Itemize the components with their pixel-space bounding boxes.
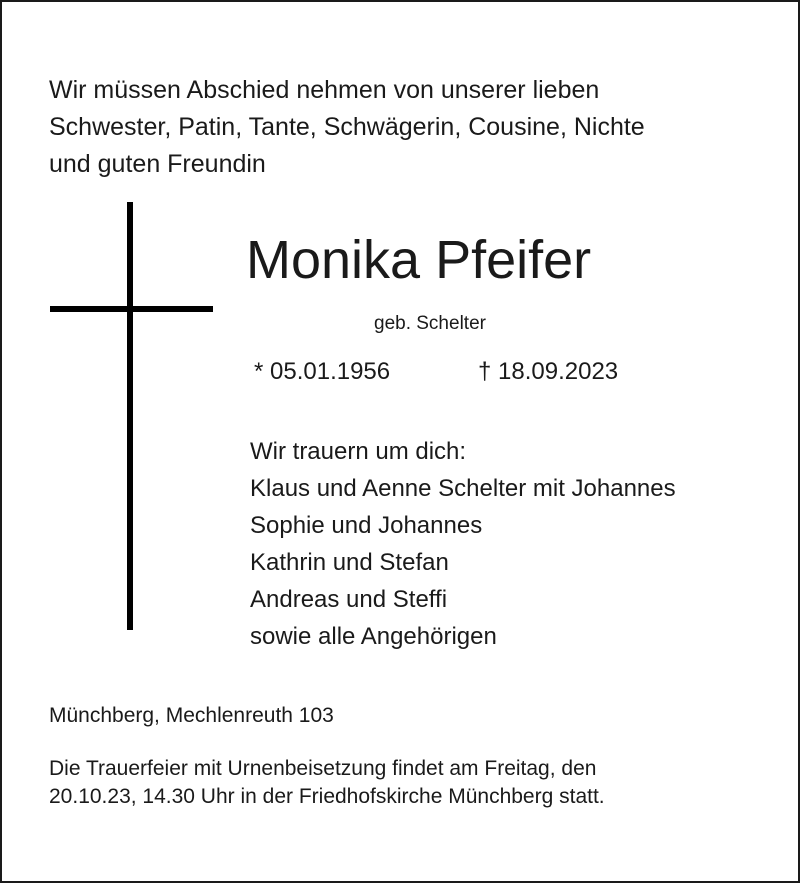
- deceased-name: Monika Pfeifer: [246, 230, 592, 290]
- intro-line: Schwester, Patin, Tante, Schwägerin, Cousine, Nichte: [49, 113, 645, 141]
- intro-line: Wir müssen Abschied nehmen von unserer lieben: [49, 76, 600, 104]
- mourner-line: sowie alle Angehörigen: [250, 623, 497, 650]
- cross-vertical-bar: [127, 202, 133, 630]
- mourner-line: Klaus und Aenne Schelter mit Johannes: [250, 475, 676, 502]
- intro-line: und guten Freundin: [49, 150, 266, 178]
- service-line: 20.10.23, 14.30 Uhr in der Friedhofskirche Münchberg statt.: [49, 785, 605, 808]
- address-line: Münchberg, Mechlenreuth 103: [49, 704, 334, 727]
- mourners-heading: Wir trauern um dich:: [250, 438, 467, 465]
- mourner-line: Kathrin und Stefan: [250, 549, 449, 576]
- birth-date: * 05.01.1956: [254, 358, 391, 385]
- mourner-line: Sophie und Johannes: [250, 512, 483, 539]
- maiden-name: geb. Schelter: [374, 313, 486, 334]
- cross-horizontal-bar: [50, 306, 213, 312]
- funeral-service-info: [49, 755, 605, 811]
- intro-text: [49, 72, 769, 183]
- mourner-line: Andreas und Steffi: [250, 586, 448, 613]
- service-line: Die Trauerfeier mit Urnenbeisetzung findet am Freitag, den: [49, 757, 597, 780]
- mourners-list: [250, 433, 676, 655]
- death-date: † 18.09.2023: [478, 358, 619, 385]
